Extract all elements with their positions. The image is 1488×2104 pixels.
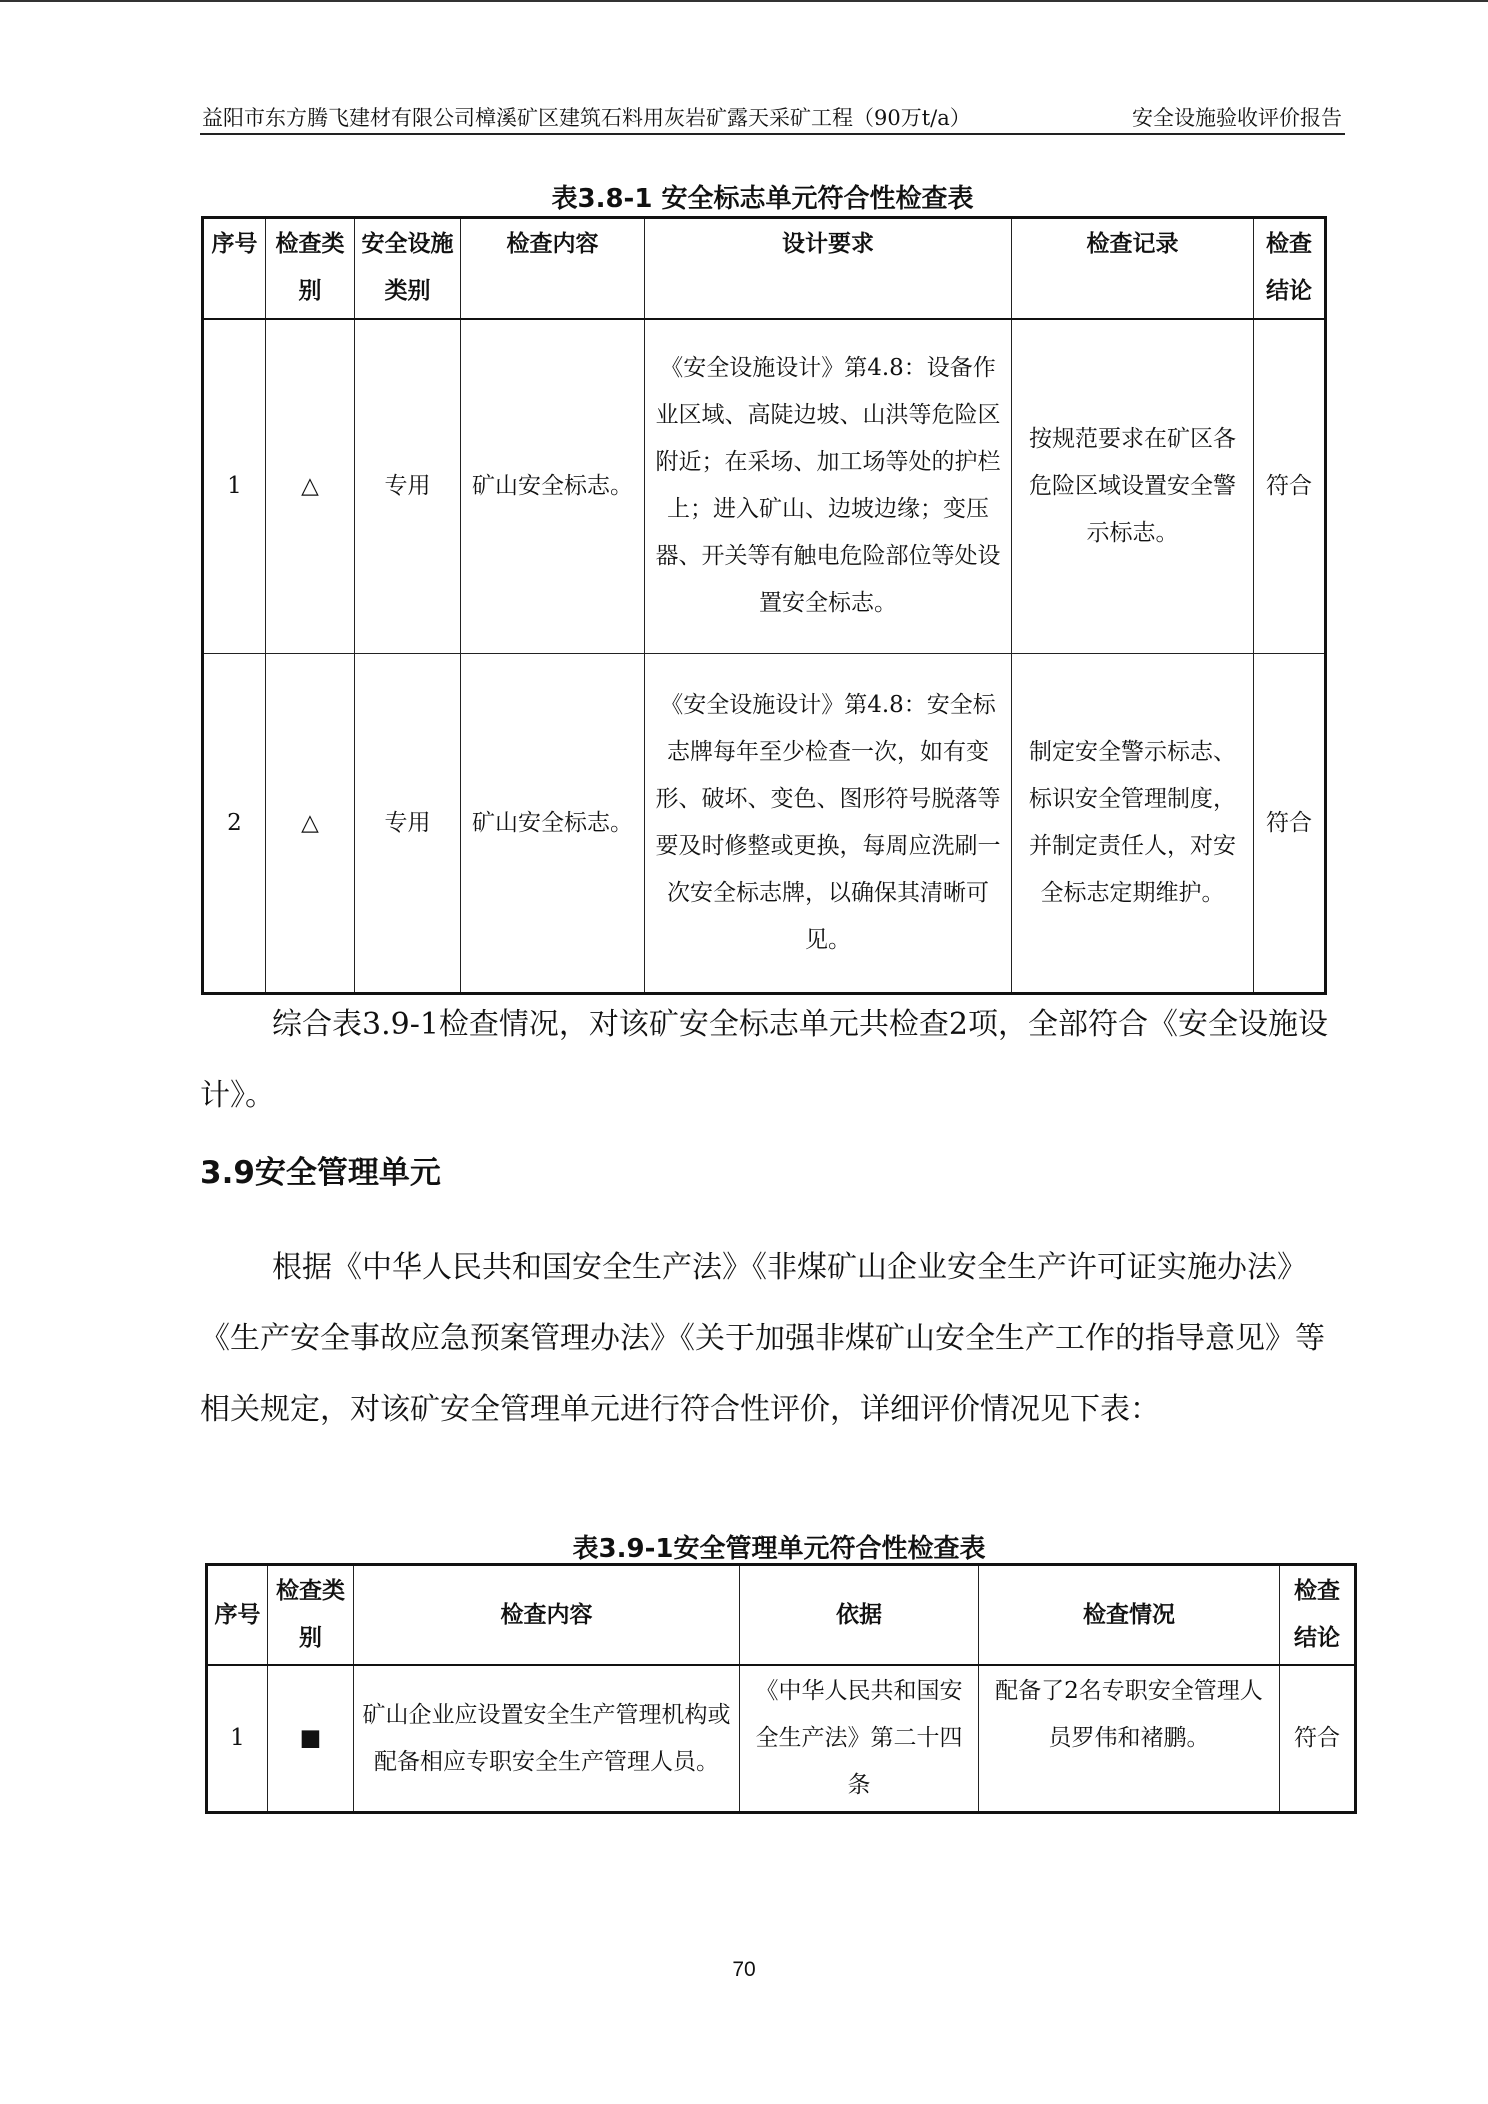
table2 xyxy=(205,1563,1357,1814)
col-facility-type: 安全设施类别 xyxy=(355,218,461,319)
cell-check-type: △ xyxy=(266,654,355,994)
col-check-type: 检查类别 xyxy=(266,218,355,319)
table1-caption: 表3.8-1 安全标志单元符合性检查表 xyxy=(551,184,974,214)
col-check-type: 检查类别 xyxy=(268,1565,354,1666)
col-status: 检查情况 xyxy=(979,1565,1280,1666)
cell-record: 按规范要求在矿区各危险区域设置安全警示标志。 xyxy=(1012,319,1254,654)
cell-conclusion: 符合 xyxy=(1254,654,1326,994)
header-title: 益阳市东方腾飞建材有限公司樟溪矿区建筑石料用灰岩矿露天采矿工程（90万t/a） xyxy=(202,106,971,130)
cell-index: 2 xyxy=(203,654,266,994)
page-number: 70 xyxy=(732,1958,756,1981)
summary-paragraph: 综合表3.9-1检查情况，对该矿安全标志单元共检查2项，全部符合《安全设施设计》。 xyxy=(200,1007,1329,1113)
cell-content: 矿山企业应设置安全生产管理机构或配备相应专职安全生产管理人员。 xyxy=(354,1665,740,1813)
cell-index: 1 xyxy=(207,1665,268,1813)
table-row xyxy=(207,1665,1356,1813)
col-content: 检查内容 xyxy=(354,1565,740,1666)
col-design-req: 设计要求 xyxy=(645,218,1012,319)
section-heading: 3.9安全管理单元 xyxy=(200,1155,441,1191)
col-index: 序号 xyxy=(207,1565,268,1666)
table1-header-row xyxy=(203,218,1326,319)
cell-design-req: 《安全设施设计》第4.8：设备作业区域、高陡边坡、山洪等危险区附近；在采场、加工场等处的护栏上；进入矿山、边坡边缘；变压器、开关等有触电危险部位等处设置安全标志。 xyxy=(645,319,1012,654)
cell-facility-type: 专用 xyxy=(355,319,461,654)
cell-check-type: △ xyxy=(266,319,355,654)
table2-header-row xyxy=(207,1565,1356,1666)
cell-index: 1 xyxy=(203,319,266,654)
header-divider xyxy=(200,133,1345,135)
col-record: 检查记录 xyxy=(1012,218,1254,319)
cell-content: 矿山安全标志。 xyxy=(461,319,645,654)
cell-record: 制定安全警示标志、标识安全管理制度，并制定责任人，对安全标志定期维护。 xyxy=(1012,654,1254,994)
col-basis: 依据 xyxy=(740,1565,979,1666)
cell-status: 配备了2名专职安全管理人员罗伟和褚鹏。 xyxy=(979,1665,1280,1813)
cell-conclusion: 符合 xyxy=(1280,1665,1356,1813)
table-row xyxy=(203,319,1326,654)
cell-facility-type: 专用 xyxy=(355,654,461,994)
col-conclusion: 检查结论 xyxy=(1254,218,1326,319)
cell-basis: 《中华人民共和国安全生产法》第二十四条 xyxy=(740,1665,979,1813)
header-report-name: 安全设施验收评价报告 xyxy=(1132,106,1342,130)
table1 xyxy=(201,216,1327,995)
section-body: 根据《中华人民共和国安全生产法》《非煤矿山企业安全生产许可证实施办法》《生产安全事故应急预案管理办法》《关于加强非煤矿山安全生产工作的指导意见》等相关规定，对该矿安全管理单元进行符合性评价，详细评价情况见下表： xyxy=(200,1250,1325,1427)
col-conclusion: 检查结论 xyxy=(1280,1565,1356,1666)
table2-caption: 表3.9-1安全管理单元符合性检查表 xyxy=(572,1534,986,1564)
col-content: 检查内容 xyxy=(461,218,645,319)
col-index: 序号 xyxy=(203,218,266,319)
cell-check-type: ■ xyxy=(268,1665,354,1813)
cell-design-req: 《安全设施设计》第4.8：安全标志牌每年至少检查一次，如有变形、破坏、变色、图形符号脱落等要及时修整或更换，每周应洗刷一次安全标志牌，以确保其清晰可见。 xyxy=(645,654,1012,994)
cell-conclusion: 符合 xyxy=(1254,319,1326,654)
cell-content: 矿山安全标志。 xyxy=(461,654,645,994)
table-row xyxy=(203,654,1326,994)
